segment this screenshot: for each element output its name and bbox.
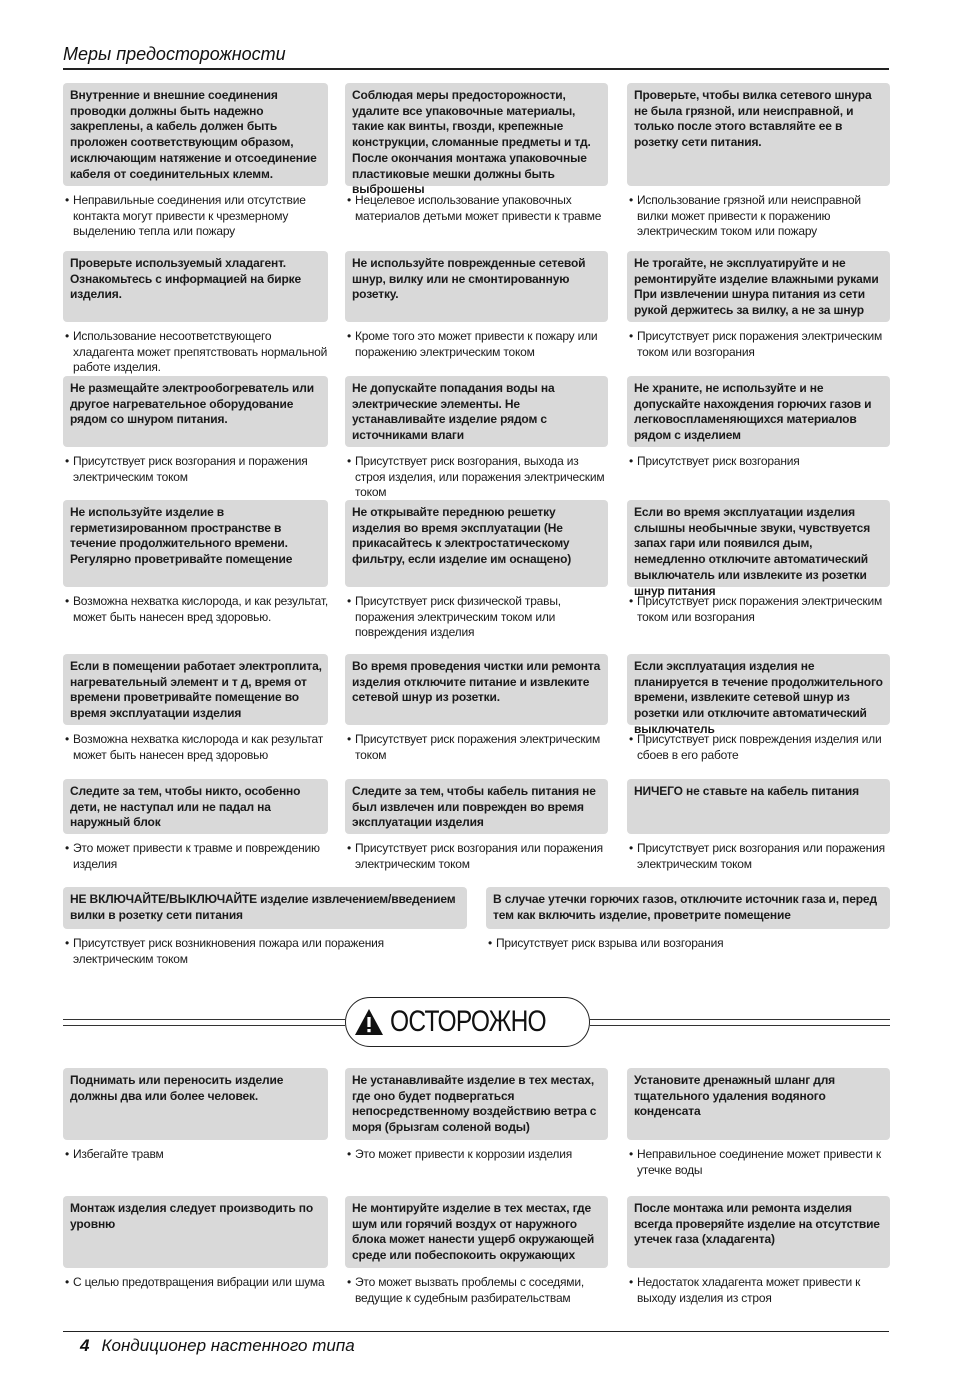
warning-item — [345, 376, 608, 501]
warning-title: Проверьте используемый хладагент. Ознакомьтесь с информацией на бирке изделия. — [63, 251, 328, 322]
warning-note: • Присутствует риск возникновения пожара или поражения электрическим током — [63, 936, 467, 967]
warning-item — [627, 251, 890, 360]
warning-title: Следите за тем, чтобы кабель питания не был извлечен или поврежден во время эксплуатации изделия — [345, 779, 608, 834]
warning-note: • Присутствует риск поражения электрическим током или возгорания — [627, 594, 890, 625]
caution-divider-left — [63, 1019, 345, 1020]
caution-note: • Это может привести к коррозии изделия — [345, 1147, 608, 1163]
warning-note: • Возможна нехватка кислорода, и как результат, может быть нанесен вред здоровью. — [63, 594, 328, 625]
warning-item — [345, 654, 608, 763]
caution-note: • С целью предотвращения вибрации или шума — [63, 1275, 328, 1291]
warning-item — [627, 500, 890, 625]
warning-item — [345, 779, 608, 872]
page-footer — [80, 1336, 355, 1356]
warning-item — [63, 251, 328, 376]
caution-note: • Это может вызвать проблемы с соседями, ведущие к судебным разбирательствам — [345, 1275, 608, 1306]
warning-title: Не открывайте переднюю решетку изделия во время эксплуатации (Не прикасайтесь к электростатическому фильтру, если изделие им оснащено) — [345, 500, 608, 587]
warning-item — [627, 779, 890, 872]
caution-item — [345, 1196, 608, 1306]
caution-item — [627, 1196, 890, 1306]
caution-title: После монтажа или ремонта изделия всегда проверяйте изделие на отсутствие утечек газа (хладагента) — [627, 1196, 890, 1268]
caution-note: • Неправильное соединение может привести к утечке воды — [627, 1147, 890, 1178]
caution-heading — [345, 997, 590, 1047]
warning-title: Проверьте, чтобы вилка сетевого шнура не была грязной, или неисправной, и только после этого вставляйте ее в розетку сети питания. — [627, 83, 890, 186]
warning-title: Соблюдая меры предосторожности, удалите все упаковочные материалы, такие как винты, гвозди, крепежные конструкции, сломанные предметы и тд. После окончания монтажа упаковочные пластиковые мешки должны быть выброшены — [345, 83, 608, 186]
warning-item — [627, 654, 890, 763]
footer-title: Кондиционер настенного типа — [101, 1336, 355, 1355]
warning-note: • Кроме того это может привести к пожару или поражению электрическим током — [345, 329, 608, 360]
warning-title: Не размещайте электрообогреватель или другое нагревательное оборудование рядом со шнуром питания. — [63, 376, 328, 447]
warning-note: • Неправильные соединения или отсутствие контакта могут привести к чрезмерному выделению тепла или пожару — [63, 193, 328, 240]
warning-note: • Присутствует риск возгорания или поражения электрическим током — [345, 841, 608, 872]
warning-note: • Присутствует риск поражения электрическим током или возгорания — [627, 329, 890, 360]
warning-title: Не допускайте попадания воды на электрические элементы. Не устанавливайте изделие рядом с источниками влаги — [345, 376, 608, 447]
caution-title: Установите дренажный шланг для тщательного удаления водяного конденсата — [627, 1068, 890, 1140]
warning-title: Внутренние и внешние соединения проводки должны быть надежно закреплены, а кабель должен быть проложен соответствующим образом, исключающим натяжение и отсоединение кабеля от соединительных клемм. — [63, 83, 328, 186]
page-header-title: Меры предосторожности — [63, 44, 286, 64]
warning-item — [63, 83, 328, 240]
warning-note: • Присутствует риск взрыва или возгорания — [486, 936, 890, 952]
caution-item — [63, 1068, 328, 1163]
warning-title: Не используйте поврежденные сетевой шнур, вилку или не смонтированную розетку. — [345, 251, 608, 322]
warning-title: Во время проведения чистки или ремонта изделия отключите питание и извлеките сетевой шнур из розетки. — [345, 654, 608, 725]
caution-label: ОСТОРОЖНО — [390, 1005, 547, 1038]
warning-note: • Нецелевое использование упаковочных материалов детьми может привести к травме — [345, 193, 608, 224]
warning-title: Не трогайте, не эксплуатируйте и не ремонтируйте изделие влажными руками При извлечении шнура питания из сети рукой держитесь за вилку, а не за шнур — [627, 251, 890, 322]
warning-title: Следите за тем, чтобы никто, особенно дети, не наступал или не падал на наружный блок — [63, 779, 328, 834]
warning-item — [63, 500, 328, 625]
header-divider — [63, 68, 889, 70]
warning-item — [345, 500, 608, 641]
warning-triangle-icon — [354, 1008, 384, 1036]
warning-note: • Возможна нехватка кислорода и как результат может быть нанесен вред здоровью — [63, 732, 328, 763]
caution-title: Не устанавливайте изделие в тех местах, где оно будет подвергаться непосредственному воздействию ветра с моря (брызгам соленой воды) — [345, 1068, 608, 1140]
warning-note: • Присутствует риск возгорания или поражения электрическим током — [627, 841, 890, 872]
warning-item — [627, 376, 890, 470]
warning-note: • Присутствует риск повреждения изделия или сбоев в его работе — [627, 732, 890, 763]
warning-note: • Использование несоответствующего хладагента может препятствовать нормальной работе изделия. — [63, 329, 328, 376]
page-number: 4 — [80, 1336, 90, 1355]
warning-title: Если эксплуатация изделия не планируется в течение продолжительного времени, извлеките сетевой шнур из розетки или отключите автоматический выключатель — [627, 654, 890, 725]
warning-item — [345, 83, 608, 224]
warning-title: Не храните, не используйте и не допускайте нахождения горючих газов и легковоспламеняющихся материалов рядом с изделием — [627, 376, 890, 447]
warning-title: НЕ ВКЛЮЧАЙТЕ/ВЫКЛЮЧАЙТЕ изделие извлечением/введением вилки в розетку сети питания — [63, 887, 467, 929]
warning-title: Не используйте изделие в герметизированном пространстве в течение продолжительного времени. Регулярно проветривайте помещение — [63, 500, 328, 587]
warning-title: НИЧЕГО не ставьте на кабель питания — [627, 779, 890, 834]
warning-note: • Присутствует риск возгорания, выхода из строя изделия, или поражения электрическим током — [345, 454, 608, 501]
caution-note: • Недостаток хладагента может привести к выходу изделия из строя — [627, 1275, 890, 1306]
warning-title: Если во время эксплуатации изделия слышны необычные звуки, чувствуется запах гари или появился дым, немедленно отключите автоматический выключатель или извлеките из розетки шнур питания — [627, 500, 890, 587]
warning-note: • Присутствует риск физической травы, поражения электрическим током или повреждения изделия — [345, 594, 608, 641]
caution-title: Монтаж изделия следует производить по уровню — [63, 1196, 328, 1268]
footer-divider — [63, 1331, 889, 1332]
caution-item — [63, 1196, 328, 1291]
caution-divider-right — [590, 1025, 890, 1026]
warning-note: • Это может привести к травме и повреждению изделия — [63, 841, 328, 872]
warning-title: Если в помещении работает электроплита, нагревательный элемент и т д, время от времени проветривайте помещение во время эксплуатации изделия — [63, 654, 328, 725]
caution-item — [627, 1068, 890, 1178]
caution-note: • Избегайте травм — [63, 1147, 328, 1163]
warning-note: • Присутствует риск возгорания — [627, 454, 890, 470]
caution-title: Поднимать или переносить изделие должны два или более человек. — [63, 1068, 328, 1140]
caution-divider-right — [590, 1019, 890, 1020]
warning-note: • Использование грязной или неисправной вилки может привести к поражению электрическим током или пожару — [627, 193, 890, 240]
warning-note: • Присутствует риск возгорания и поражения электрическим током — [63, 454, 328, 485]
caution-item — [345, 1068, 608, 1163]
warning-item-wide — [486, 887, 890, 952]
warning-item — [63, 779, 328, 872]
warning-item — [63, 376, 328, 485]
warning-item — [627, 83, 890, 240]
warning-item — [63, 654, 328, 763]
caution-divider-left — [63, 1025, 345, 1026]
warning-item — [345, 251, 608, 360]
warning-note: • Присутствует риск поражения электрическим током — [345, 732, 608, 763]
warning-item-wide — [63, 887, 467, 967]
caution-title: Не монтируйте изделие в тех местах, где шум или горячий воздух от наружного блока может нанести ущерб окружающей среде или побеспокоить окружающих — [345, 1196, 608, 1268]
warning-title: В случае утечки горючих газов, отключите источник газа и, перед тем как включить изделие, проветрите помещение — [486, 887, 890, 929]
